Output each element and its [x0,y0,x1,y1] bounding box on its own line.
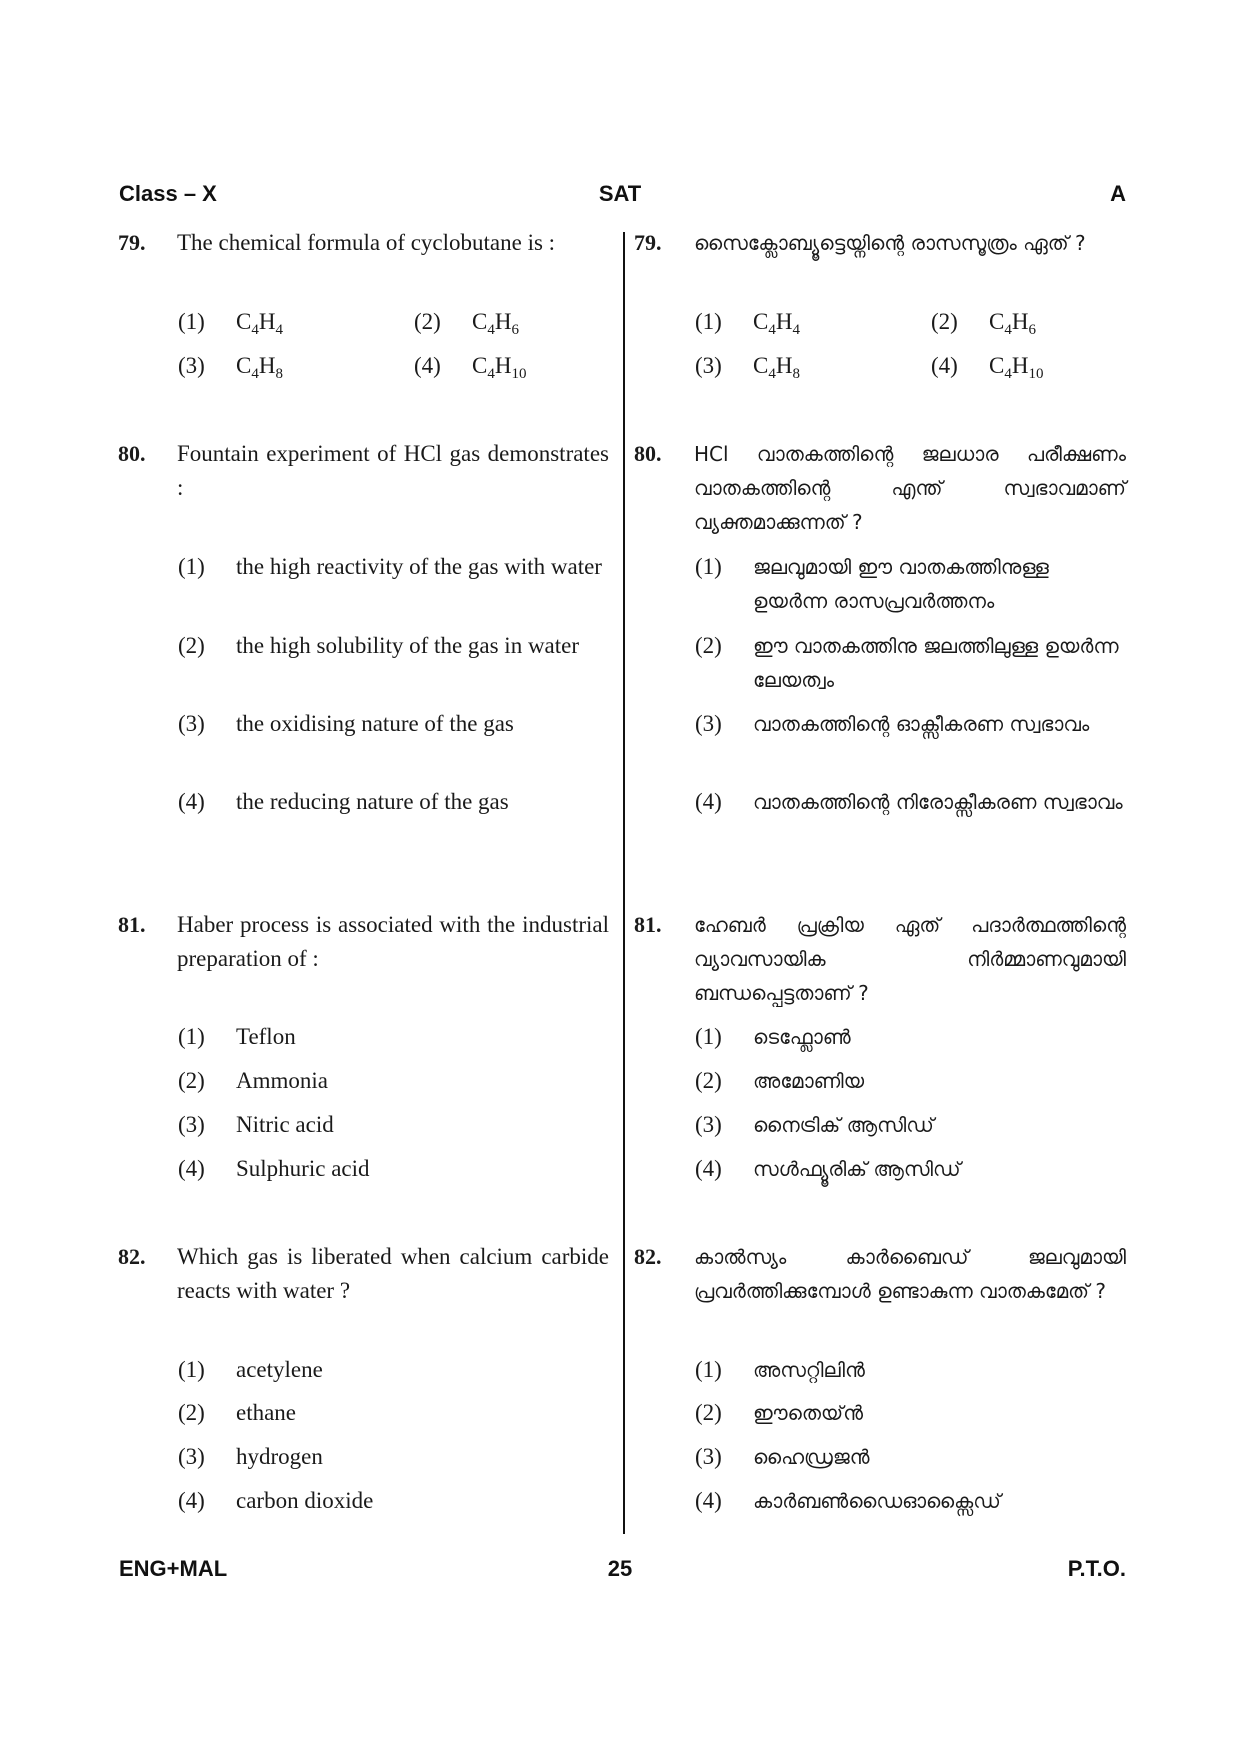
q82-opt4-text-en: carbon dioxide [236,1488,374,1513]
q81-opt4-num-ml: (4) [695,1156,722,1181]
q81-opt4-num-en: (4) [178,1156,205,1181]
page-number: 25 [607,1556,633,1581]
q81-text-ml: ഹേബർ പ്രക്രിയ ഏത് പദാർത്ഥത്തിന്റെ വ്യാവസായിക നിർമ്മാണവുമായി ബന്ധപ്പെട്ടതാണ് ? [694,913,1126,1005]
q81-opt1-num-ml: (1) [695,1024,722,1049]
q80-opt3-num-ml: (3) [695,711,722,736]
q79-opt2-num-en: (2) [414,309,441,334]
q80-opt2-text-ml: ഈ വാതകത്തിനു ജലത്തിലുള്ള ഉയർന്ന ലേയത്വം [753,634,1119,692]
q82-opt1-text-en: acetylene [236,1357,323,1382]
q79-opt1-formula-ml: $C_4H_4$ [753,309,800,338]
q82-opt3-text-en: hydrogen [236,1444,323,1469]
q79-opt4-num-ml: (4) [931,353,958,378]
header-class: Class – X [119,181,217,206]
q81-opt3-text-ml: നൈട്രിക് ആസിഡ് [753,1113,934,1137]
q79-opt3-formula-en: $C_4H_8$ [236,353,283,382]
q81-opt3-num-ml: (3) [695,1112,722,1137]
q82-opt1-num-ml: (1) [695,1357,722,1382]
q82-opt3-text-ml: ഹൈഡ്രജൻ [753,1445,870,1469]
q82-opt3-num-en: (3) [178,1444,205,1469]
q81-opt2-text-ml: അമോണിയ [753,1069,865,1093]
q80-opt1-text-en: the high reactivity of the gas with water [236,554,602,579]
q82-text-ml: കാൽസ്യം കാർബൈഡ് ജലവുമായി പ്രവർത്തിക്കുമ്പോൾ ഉണ്ടാകുന്ന വാതകമേത് ? [694,1245,1126,1303]
q80-opt4-text-ml: വാതകത്തിന്റെ നിരോക്സീകരണ സ്വഭാവം [753,790,1123,814]
footer-language: ENG+MAL [119,1556,228,1581]
q81-number-ml: 81. [634,912,662,937]
q80-opt4-text-en: the reducing nature of the gas [236,789,509,814]
q82-opt2-num-ml: (2) [695,1400,722,1425]
q82-text-en: Which gas is liberated when calcium carbide reacts with water ? [177,1244,609,1303]
q80-opt2-num-ml: (2) [695,633,722,658]
q80-text-ml: HCl വാതകത്തിന്റെ ജലധാര പരീക്ഷണം വാതകത്തിന്റെ എന്ത് സ്വഭാവമാണ് വ്യക്തമാക്കുന്നത് ? [694,442,1126,534]
q79-opt4-formula-ml: $C_4H_{10}$ [989,353,1044,382]
q80-opt4-num-en: (4) [178,789,205,814]
q80-opt1-text-ml: ജലവുമായി ഈ വാതകത്തിനുള്ള ഉയർന്ന രാസപ്രവർത്തനം [753,555,1049,613]
header-exam: SAT [598,181,642,206]
q79-opt1-num-ml: (1) [695,309,722,334]
q79-opt1-formula-en: $C_4H_4$ [236,309,283,338]
q81-opt4-text-en: Sulphuric acid [236,1156,370,1181]
q80-number-ml: 80. [634,441,662,466]
q82-opt2-num-en: (2) [178,1400,205,1425]
q82-opt2-text-ml: ഈതെയ്ൻ [753,1401,864,1425]
q80-opt4-num-ml: (4) [695,789,722,814]
footer-pto: P.T.O. [1067,1556,1126,1581]
q81-opt3-num-en: (3) [178,1112,205,1137]
q82-number-en: 82. [118,1244,146,1269]
q81-opt1-text-en: Teflon [236,1024,296,1049]
q79-opt1-num-en: (1) [178,309,205,334]
q79-opt2-formula-ml: $C_4H_6$ [989,309,1036,338]
header-series: A [1110,181,1126,206]
q80-opt3-text-ml: വാതകത്തിന്റെ ഓക്സീകരണ സ്വഭാവം [753,712,1090,736]
q82-number-ml: 82. [634,1244,662,1269]
q80-opt2-text-en: the high solubility of the gas in water [236,633,580,658]
q79-text-en: The chemical formula of cyclobutane is : [177,230,556,255]
q82-opt2-text-en: ethane [236,1400,297,1425]
q81-number-en: 81. [118,912,146,937]
q81-opt2-text-en: Ammonia [236,1068,328,1093]
q80-opt1-num-en: (1) [178,554,205,579]
column-divider [623,232,625,1534]
q80-opt2-num-en: (2) [178,633,205,658]
q82-opt4-text-ml: കാർബൺഡൈഓക്സൈഡ് [753,1489,1001,1513]
q79-opt3-formula-ml: $C_4H_8$ [753,353,800,382]
q80-opt3-num-en: (3) [178,711,205,736]
q82-opt3-num-ml: (3) [695,1444,722,1469]
q82-opt1-text-ml: അസറ്റിലിൻ [753,1358,865,1382]
q80-opt3-text-en: the oxidising nature of the gas [236,711,514,736]
q79-number-ml: 79. [634,230,662,255]
q81-opt1-num-en: (1) [178,1024,205,1049]
q82-opt4-num-ml: (4) [695,1488,722,1513]
q80-text-en: Fountain experiment of HCl gas demonstrates : [177,441,609,500]
q79-opt2-num-ml: (2) [931,309,958,334]
q80-opt1-num-ml: (1) [695,554,722,579]
q81-opt1-text-ml: ടെഫ്ലോൺ [753,1025,851,1049]
q81-opt2-num-ml: (2) [695,1068,722,1093]
q79-opt2-formula-en: $C_4H_6$ [472,309,519,338]
q81-opt2-num-en: (2) [178,1068,205,1093]
q80-number-en: 80. [118,441,146,466]
q79-opt4-formula-en: $C_4H_{10}$ [472,353,527,382]
q81-text-en: Haber process is associated with the industrial preparation of : [177,912,609,971]
q81-opt4-text-ml: സൾഫ്യൂരിക് ആസിഡ് [753,1157,961,1181]
q79-opt3-num-en: (3) [178,353,205,378]
q81-opt3-text-en: Nitric acid [236,1112,334,1137]
q79-opt3-num-ml: (3) [695,353,722,378]
q79-number-en: 79. [118,230,146,255]
q82-opt1-num-en: (1) [178,1357,205,1382]
q79-opt4-num-en: (4) [414,353,441,378]
q82-opt4-num-en: (4) [178,1488,205,1513]
q79-text-ml: സൈക്ലോബ്യൂട്ടെയ്നിന്റെ രാസസൂത്രം ഏത് ? [694,231,1086,255]
